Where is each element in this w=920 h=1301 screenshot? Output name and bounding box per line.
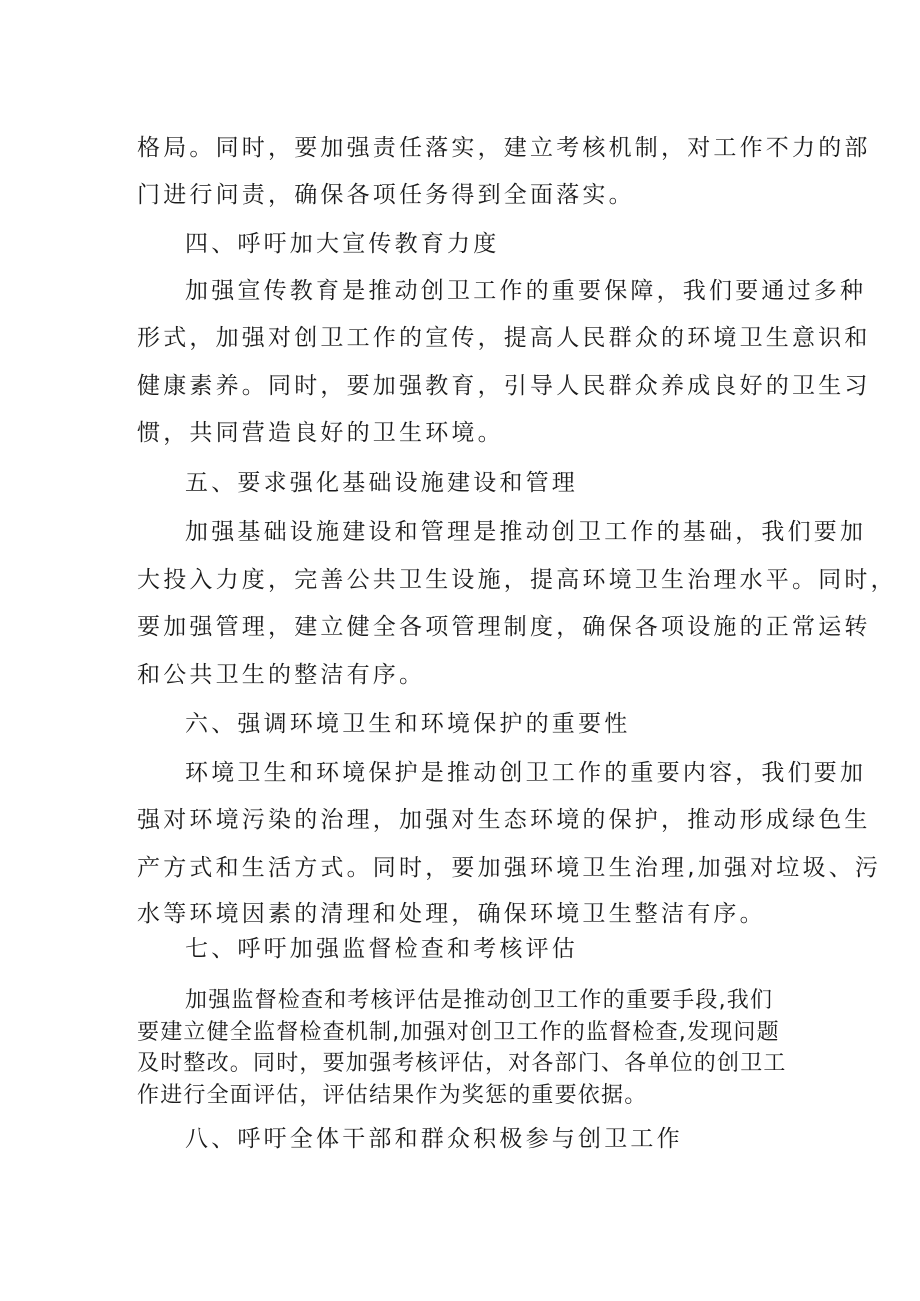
body-text-line: 及时整改。同时，要加强考核评估，对各部门、各单位的创卫工: [137, 1051, 787, 1076]
body-text-line: 要建立健全监督检查机制,加强对创卫工作的监督检查,发现问题: [137, 1020, 780, 1045]
body-text-line: 惯，共同营造良好的卫生环境。: [137, 420, 504, 446]
body-text-line: 环境卫生和环境保护是推动创卫工作的重要内容，我们要加: [185, 760, 867, 786]
section-heading-4: 四、呼吁加大宣传教育力度: [185, 231, 500, 257]
body-text-line: 门进行问责，确保各项任务得到全面落实。: [137, 182, 635, 208]
section-heading-8: 八、呼吁全体干部和群众积极参与创卫工作: [185, 1126, 683, 1152]
body-text-line: 加强宣传教育是推动创卫工作的重要保障，我们要通过多种: [185, 278, 867, 304]
body-text-line: 要加强管理，建立健全各项管理制度，确保各项设施的正常运转: [137, 614, 871, 640]
body-text-line: 强对环境污染的治理，加强对生态环境的保护，推动形成绿色生: [137, 807, 871, 833]
body-text-line: 形式，加强对创卫工作的宣传，提高人民群众的环境卫生意识和: [137, 325, 871, 351]
body-text-line: 格局。同时，要加强责任落实，建立考核机制，对工作不力的部: [137, 135, 871, 161]
body-text-line: 加强监督检查和考核评估是推动创卫工作的重要手段,我们: [185, 988, 774, 1013]
body-text-line: 产方式和生活方式。同时，要加强环境卫生治理,加强对垃圾、污: [137, 855, 882, 881]
body-text-line: 健康素养。同时，要加强教育，引导人民群众养成良好的卫生习: [137, 373, 871, 399]
section-heading-6: 六、强调环境卫生和环境保护的重要性: [185, 711, 631, 737]
section-heading-7: 七、呼吁加强监督检查和考核评估: [185, 936, 578, 962]
body-text-line: 大投入力度，完善公共卫生设施，提高环境卫生治理水平。同时，: [137, 567, 897, 593]
body-text-line: 水等环境因素的清理和处理，确保环境卫生整洁有序。: [137, 901, 766, 927]
body-text-line: 和公共卫生的整洁有序。: [137, 662, 426, 688]
body-text-line: 加强基础设施建设和管理是推动创卫工作的基础，我们要加: [185, 519, 867, 545]
body-text-line: 作进行全面评估，评估结果作为奖惩的重要依据。: [137, 1083, 648, 1108]
section-heading-5: 五、要求强化基础设施建设和管理: [185, 470, 578, 496]
